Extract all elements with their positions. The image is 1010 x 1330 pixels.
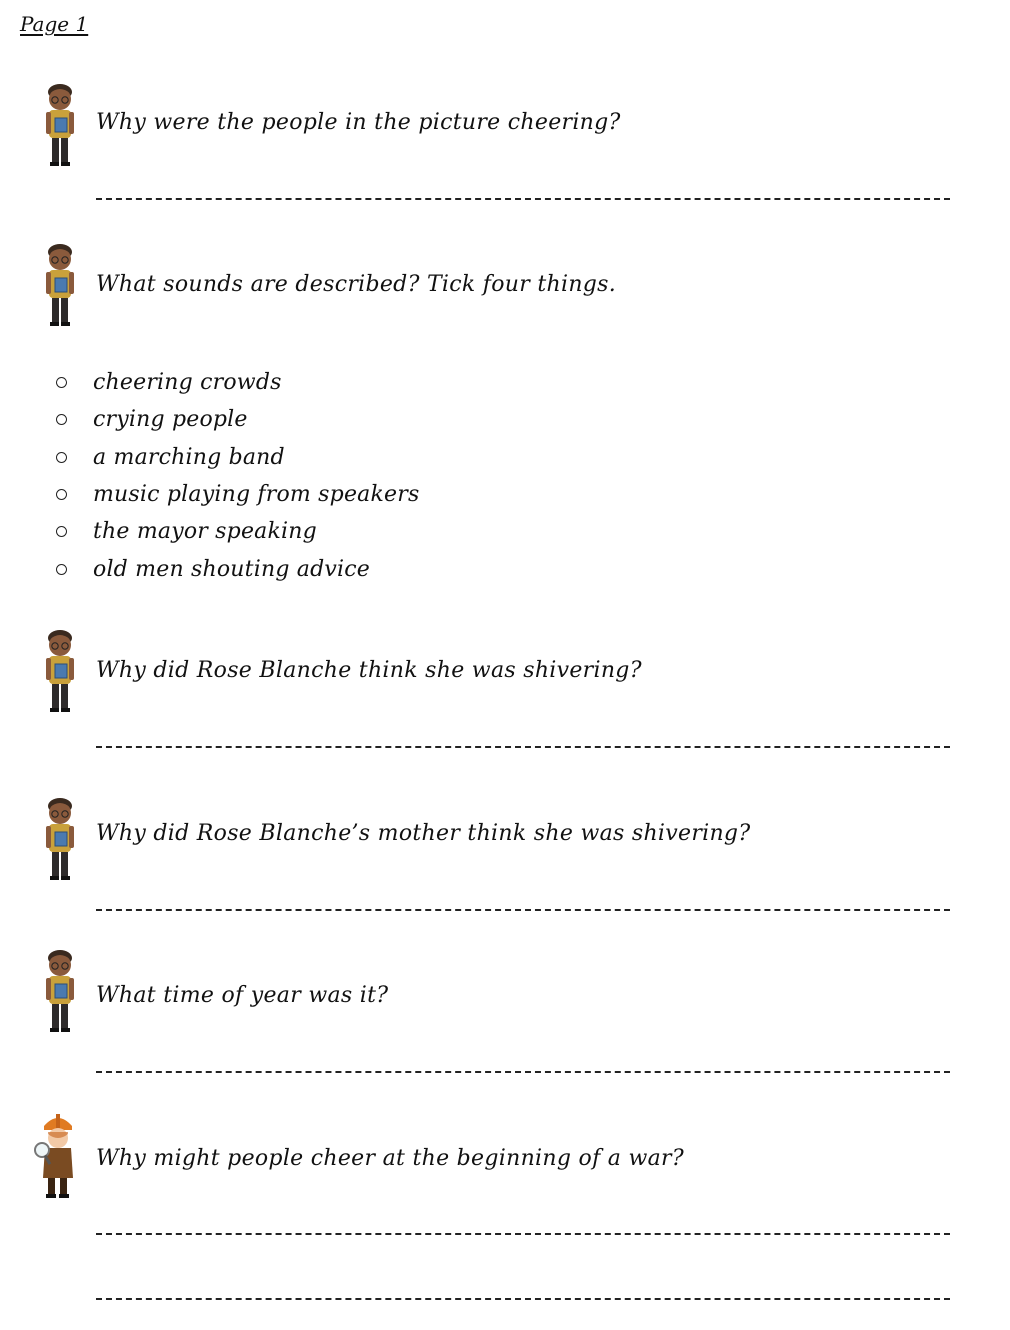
tick-option[interactable]: [56, 370, 282, 395]
answer-line[interactable]: [96, 198, 950, 200]
answer-line[interactable]: [96, 746, 950, 748]
answer-line[interactable]: [96, 909, 950, 911]
question-text: What time of year was it?: [96, 983, 389, 1008]
answer-line[interactable]: [96, 1298, 950, 1300]
boy-with-book-icon: [40, 948, 80, 1036]
boy-with-book-icon: [40, 796, 80, 884]
question-text: Why did Rose Blanche’s mother think she was shivering?: [96, 821, 751, 846]
question-text: Why did Rose Blanche think she was shivering?: [96, 658, 642, 683]
page-label: Page 1: [20, 12, 89, 36]
checkbox-circle[interactable]: [56, 377, 67, 388]
tick-option[interactable]: [56, 407, 248, 432]
tick-option[interactable]: [56, 445, 285, 470]
tick-option[interactable]: [56, 482, 419, 507]
tick-option[interactable]: [56, 519, 317, 544]
answer-line[interactable]: [96, 1233, 950, 1235]
boy-with-book-icon: [40, 242, 80, 330]
question-text: Why might people cheer at the beginning of a war?: [96, 1146, 684, 1171]
option-label: old men shouting advice: [93, 557, 371, 582]
checkbox-circle[interactable]: [56, 489, 67, 500]
question-text: Why were the people in the picture cheering?: [96, 110, 621, 135]
checkbox-circle[interactable]: [56, 414, 67, 425]
option-label: the mayor speaking: [93, 519, 317, 544]
checkbox-circle[interactable]: [56, 526, 67, 537]
checkbox-circle[interactable]: [56, 564, 67, 575]
boy-with-book-icon: [40, 628, 80, 716]
option-label: cheering crowds: [93, 370, 282, 395]
option-label: crying people: [93, 407, 248, 432]
boy-with-book-icon: [40, 82, 80, 170]
option-label: a marching band: [93, 445, 285, 470]
question-text: What sounds are described? Tick four things.: [96, 272, 617, 297]
tick-option[interactable]: [56, 557, 370, 582]
checkbox-circle[interactable]: [56, 452, 67, 463]
detective-with-magnifier-icon: [32, 1112, 80, 1200]
option-label: music playing from speakers: [93, 482, 420, 507]
answer-line[interactable]: [96, 1071, 950, 1073]
